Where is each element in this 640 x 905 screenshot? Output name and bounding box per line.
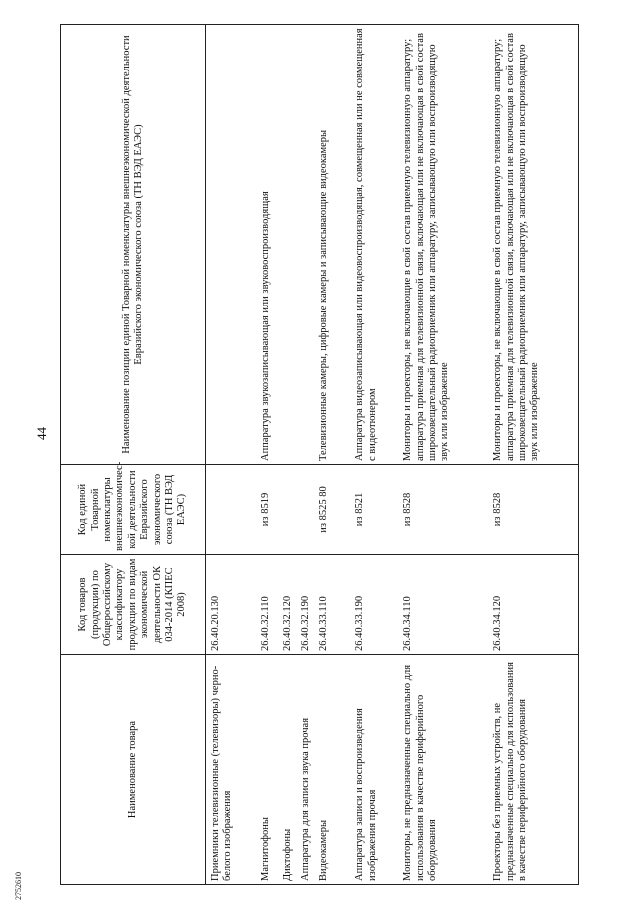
cell-tnved-name [206, 25, 256, 465]
cell-tnved-code: из 8528 [488, 465, 578, 555]
cell-okpd-code: 26.40.32.190 [296, 555, 314, 655]
cell-goods-name: Приемники телевизионные (телевизоры) черно-белого изображения [206, 655, 256, 885]
table-row [488, 25, 578, 885]
table-header-row [61, 25, 206, 885]
header-tnved-name: Наименование позиции единой Товарной номенклатуры внешнеэкономической деятельности Евразийского экономического союза (ТН ВЭД ЕАЭС) [61, 25, 206, 465]
cell-goods-name: Проекторы без приемных устройств, не предназначенные специально для использования в качестве периферийного оборудования [488, 655, 578, 885]
cell-okpd-code: 26.40.34.120 [488, 555, 578, 655]
header-okpd-code: Код товаров (продукции) по Общероссийскому классификатору продукции по видам экономической деятельности ОК 034-2014 (КПЕС 2008) [61, 555, 206, 655]
cell-okpd-code: 26.40.33.110 [314, 555, 350, 655]
page-number: 44 [34, 427, 49, 440]
table-row [398, 25, 488, 885]
cell-okpd-code: 26.40.32.120 [278, 555, 296, 655]
cell-tnved-code [206, 465, 256, 555]
cell-tnved-name: Мониторы и проекторы, не включающие в свой состав приемную телевизионную аппаратуру; аппаратура приемная для телевизионной связи, включающая или не включающая в свой состав широковещательный радиоприемник или аппаратуру, записывающую или воспроизводящую звук или изображение [398, 25, 488, 465]
cell-okpd-code: 26.40.34.110 [398, 555, 488, 655]
cell-goods-name: Аппаратура для записи звука прочая [296, 655, 314, 885]
cell-tnved-name: Аппаратура видеозаписывающая или видеовоспроизводящая, совмещенная или не совмещенная с видеотюнером [350, 25, 398, 465]
cell-tnved-code [278, 465, 296, 555]
cell-tnved-code: из 8521 [350, 465, 398, 555]
cell-goods-name: Видеокамеры [314, 655, 350, 885]
cell-tnved-name [296, 25, 314, 465]
cell-tnved-name: Телевизионные камеры, цифровые камеры и записывающие видеокамеры [314, 25, 350, 465]
cell-tnved-code: из 8528 [398, 465, 488, 555]
rotated-table-sheet [60, 25, 620, 885]
table-row [278, 25, 296, 885]
cell-tnved-code: из 8519 [256, 465, 278, 555]
cell-goods-name: Магнитофоны [256, 655, 278, 885]
table-row [350, 25, 398, 885]
cell-okpd-code: 26.40.32.110 [256, 555, 278, 655]
cell-goods-name: Аппаратура записи и воспроизведения изображения прочая [350, 655, 398, 885]
cell-goods-name: Диктофоны [278, 655, 296, 885]
table-row [206, 25, 256, 885]
goods-table [60, 24, 579, 885]
header-goods-name: Наименование товара [61, 655, 206, 885]
cell-tnved-name: Аппаратура звукозаписывающая или звуковоспроизводящая [256, 25, 278, 465]
table-row [296, 25, 314, 885]
cell-tnved-name: Мониторы и проекторы, не включающие в свой состав приемную телевизионную аппаратуру; аппаратура приемная для телевизионной связи, включающая или не включающая в свой состав широковещательный радиоприемник или аппаратуру, записывающую или воспроизводящую звук или изображение [488, 25, 578, 465]
cell-tnved-code [296, 465, 314, 555]
cell-tnved-name [278, 25, 296, 465]
cell-tnved-code: из 8525 80 [314, 465, 350, 555]
cell-goods-name: Мониторы, не предназначенные специально для использования в качестве периферийного оборудования [398, 655, 488, 885]
header-tnved-code: Код единой Товарной номенклатуры внешнеэкономичес-кой деятельности Евразийского экономического союза (ТН ВЭД ЕАЭС) [61, 465, 206, 555]
table-row [314, 25, 350, 885]
footer-code: 2752610 [14, 872, 23, 900]
cell-okpd-code: 26.40.20.130 [206, 555, 256, 655]
table-row [256, 25, 278, 885]
cell-okpd-code: 26.40.33.190 [350, 555, 398, 655]
